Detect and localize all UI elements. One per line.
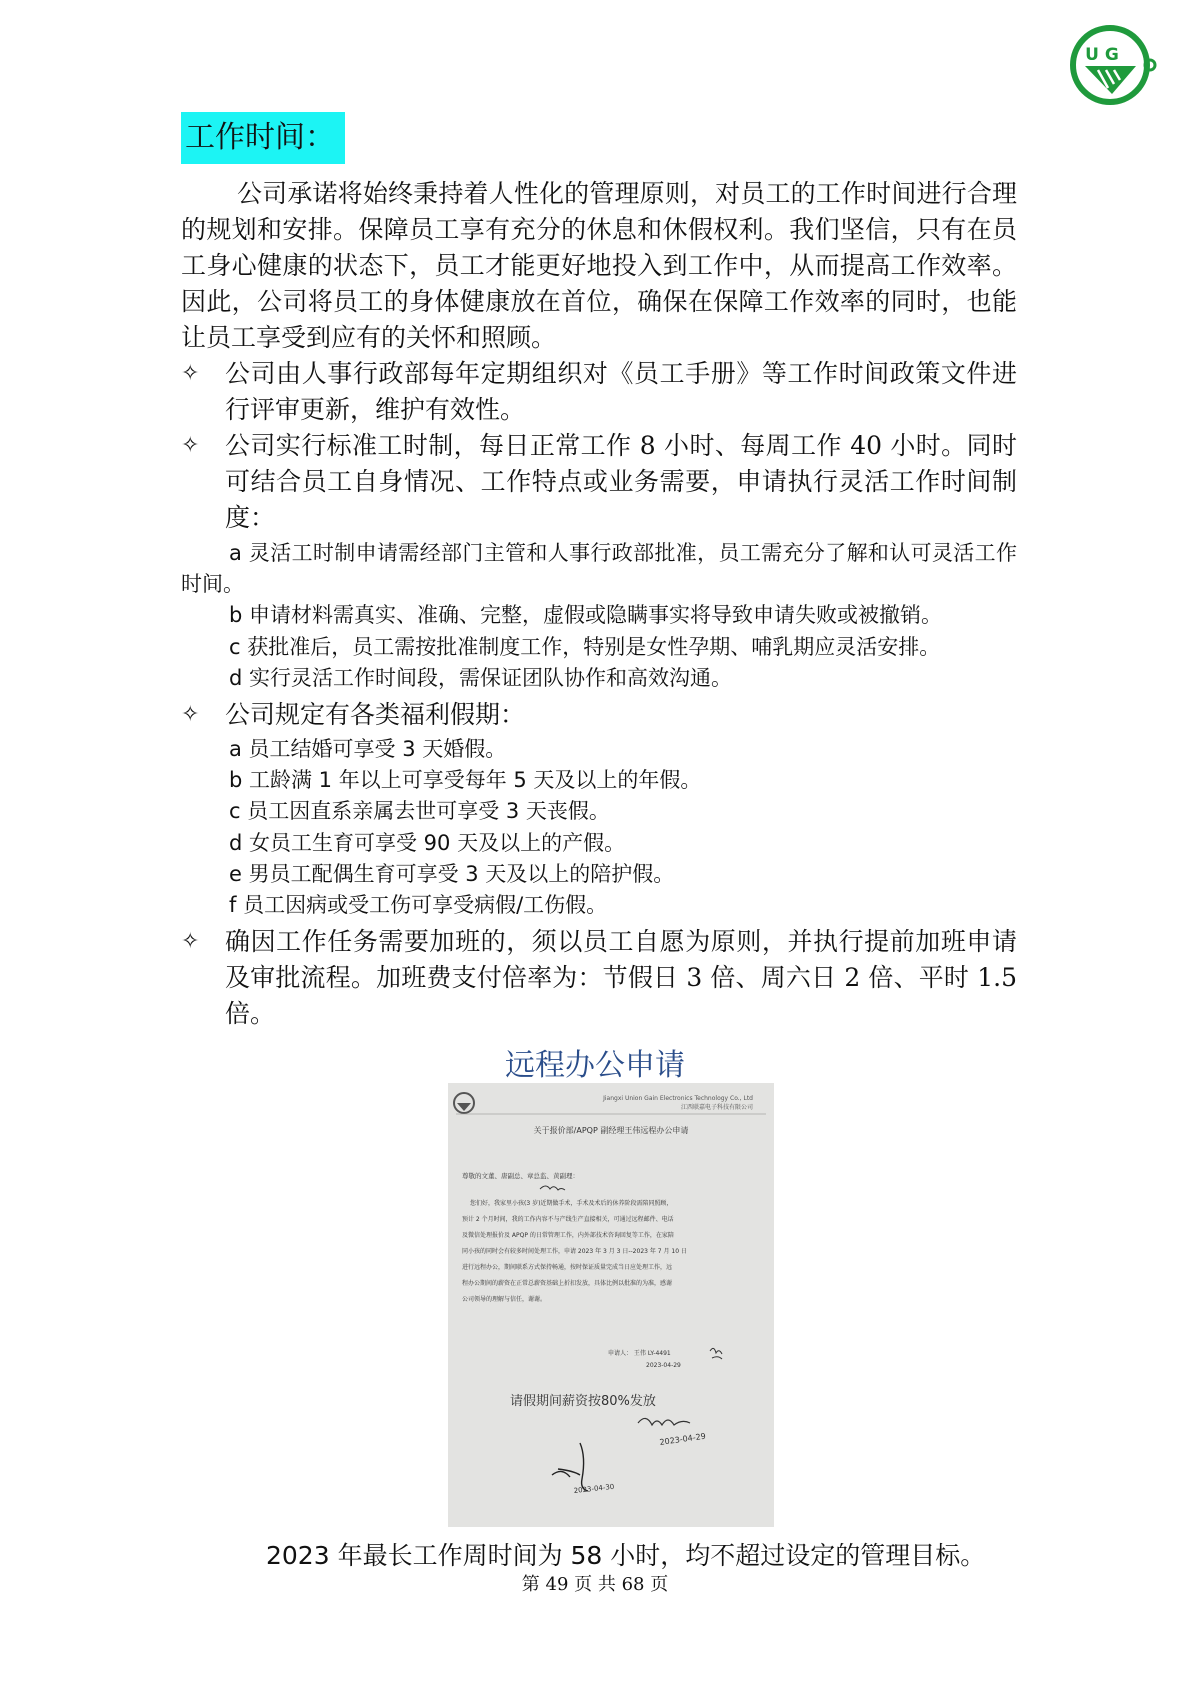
bullet-text: 公司由人事行政部每年定期组织对《员工手册》等工作时间政策文件进行评审更新，维护有效性。 (225, 359, 1017, 424)
bullet-mark: ✧ (181, 929, 200, 954)
letter-body-line-6: 程办公期间的薪资在正常总薪资基础上折扣发放，具体比例以批准的为准，感谢 (462, 1280, 673, 1287)
flex-item-b: b 申请材料需真实、准确、完整，虚假或隐瞒事实将导致申请失败或被撤销。 (229, 603, 943, 627)
flex-item-d: d 实行灵活工作时间段，需保证团队协作和高效沟通。 (229, 666, 733, 690)
letter-handwritten-note: 请假期间薪资按80%发放 (510, 1394, 656, 1409)
leave-item-d: d 女员工生育可享受 90 天及以上的产假。 (229, 831, 626, 855)
letter-body-line-1: 您们好，我家里小孩(3 岁)近期做手术，手术及术后的休养阶段需陪同照顾， (470, 1200, 673, 1207)
letter-handwritten-date: 2023-04-29 (659, 1431, 707, 1447)
letter-body-line-4: 同小孩的同时会有较多时间处理工作，申请 2023 年 3 月 3 日--2023 年 7 月 10 日 (462, 1248, 687, 1255)
remote-work-title: 远程办公申请 (505, 1048, 685, 1083)
leave-item-c: c 员工因直系亲属去世可享受 3 天丧假。 (229, 799, 610, 823)
intro-paragraph: 公司承诺将始终秉持着人性化的管理原则，对员工的工作时间进行合理的规划和安排。保障员工享有充分的休息和休假权利。我们坚信，只有在员工身心健康的状态下，员工才能更好地投入到工作中，从而提高工作效率。因此，公司将员工的身体健康放在首位，确保在保障工作效率的同时，也能让员工享受到应有的关怀和照顾。 (181, 179, 1017, 352)
bullet-mark: ✧ (181, 433, 200, 458)
company-logo (1070, 22, 1160, 108)
summary-line: 2023 年最长工作周时间为 58 小时，均不超过设定的管理目标。 (266, 1541, 986, 1570)
leave-item-e: e 男员工配偶生育可享受 3 天及以上的陪护假。 (229, 862, 675, 886)
bullet-mark: ✧ (181, 361, 200, 386)
svg-text:U G: U G (1085, 45, 1119, 65)
bullet-standard-hours (181, 428, 1017, 536)
letter-title: 关于报价部/APQP 副经理王伟远程办公申请 (533, 1126, 689, 1135)
letter-handwritten-date-2: 2023-04-30 (573, 1482, 615, 1495)
bullet-mark: ✧ (181, 702, 200, 727)
letter-body-line-2: 预计 2 个月时间，我的工作内容不与产线生产直接相关，可通过远程邮件、电话 (462, 1216, 674, 1223)
page-number: 第 49 页 共 68 页 (521, 1574, 669, 1595)
leave-item-a: a 员工结婚可享受 3 天婚假。 (229, 737, 507, 761)
leave-item-f: f 员工因病或受工伤可享受病假/工伤假。 (229, 893, 608, 917)
flex-item-a: a 灵活工时制申请需经部门主管和人事行政部批准，员工需充分了解和认可灵活工作时间。 (181, 541, 1017, 596)
leave-item-b: b 工龄满 1 年以上可享受每年 5 天及以上的年假。 (229, 768, 702, 792)
letter-company-en: Jiangxi Union Gain Electronics Technology Co., Ltd (603, 1095, 753, 1102)
flex-item-c: c 获批准后，员工需按批准制度工作，特别是女性孕期、哺乳期应灵活安排。 (229, 635, 941, 659)
letter-body-line-5: 进行远程办公，期间联系方式保持畅通，按时保证质量完成当日应处理工作，远 (462, 1264, 673, 1271)
bullet-policy-review (181, 356, 1017, 428)
letter-company-cn: 江西联嘉电子科技有限公司 (680, 1104, 753, 1111)
bullet-overtime (181, 924, 1017, 1032)
section-title: 工作时间： (181, 112, 345, 164)
letter-salutation: 尊敬的文董、唐副总、章总监、黄副理： (462, 1172, 579, 1180)
bullet-text: 公司实行标准工时制，每日正常工作 8 小时、每周工作 40 小时。同时可结合员工自身情况、工作特点或业务需要，申请执行灵活工作时间制度： (225, 431, 1017, 532)
scanned-letter-drawing (448, 1083, 774, 1527)
letter-applicant: 申请人： 王伟 LY-4491 (608, 1350, 671, 1357)
letter-body-line-3: 及微信处理报价及 APQP 的日常管理工作，内外部技术咨询回复等工作，在家陪 (462, 1232, 674, 1239)
bullet-text: 确因工作任务需要加班的，须以员工自愿为原则，并执行提前加班申请及审批流程。加班费支付倍率为：节假日 3 倍、周六日 2 倍、平时 1.5 倍。 (225, 927, 1017, 1028)
letter-date: 2023-04-29 (646, 1362, 681, 1369)
bullet-text: 公司规定有各类福利假期： (225, 700, 526, 729)
letter-body-line-7: 公司领导的理解与信任，谢谢。 (462, 1296, 547, 1303)
scanned-remote-work-letter (448, 1083, 774, 1527)
bullet-leave-types (181, 697, 1017, 733)
